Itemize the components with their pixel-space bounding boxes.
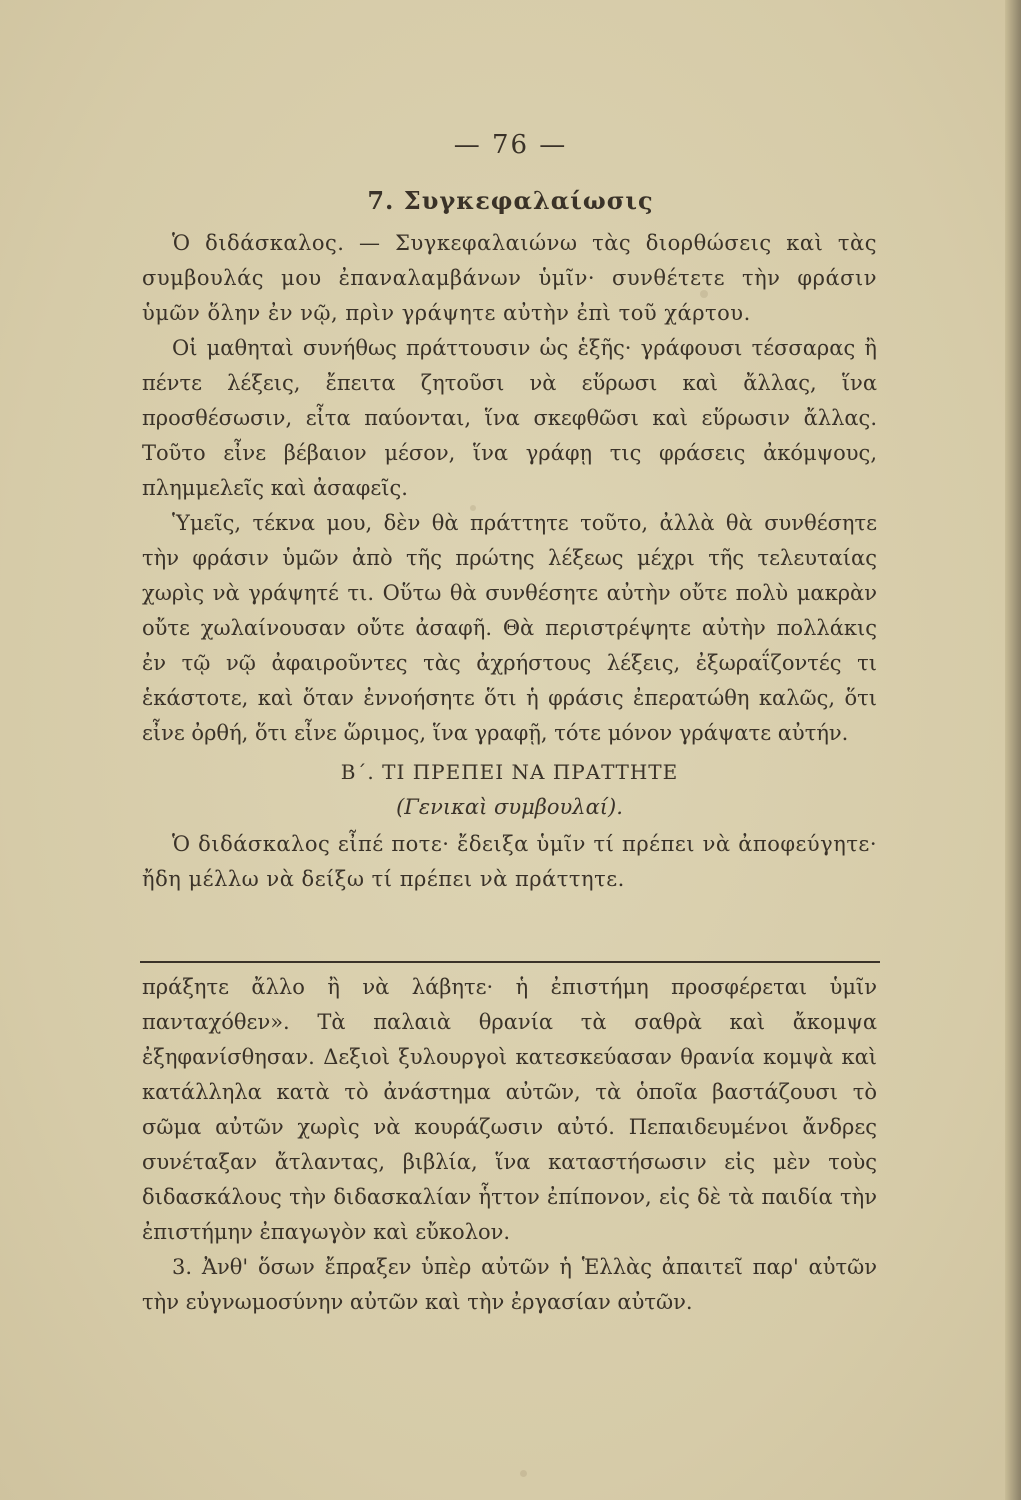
paragraph-advice: Ὑμεῖς, τέκνα μου, δὲν θὰ πράττητε τοῦτο, ἀλλὰ θὰ συνθέσητε τὴν φράσιν ὑμῶν ἀπὸ τῆς πρώτης λέξεως μέχρι τῆς τελευταίας χωρὶς νὰ γράψητέ τι. Οὕτω θὰ συνθέσητε αὐτὴν οὔτε πολὺ μακρὰν οὔτε χωλαίνουσαν οὔτε ἀσαφῆ. Θὰ περιστρέψητε αὐτὴν πολλάκις ἐν τῷ νῷ ἀφαιροῦντες τὰς ἀχρήστους λέξεις, ἐξωραΐζοντές τι ἑκάστοτε, καὶ ὅταν ἐννοήσητε ὅτι ἡ φράσις ἐπερατώθη καλῶς, ὅτι εἶνε ὀρθή, ὅτι εἶνε ὥριμος, ἵνα γραφῇ, τότε μόνον γράψατε αὐτήν. bbox=[142, 511, 877, 745]
chapter-heading: Β΄. ΤΙ ΠΡΕΠΕΙ ΝΑ ΠΡΑΤΤΗΤΕ bbox=[340, 760, 679, 784]
paragraph-students-habit: Οἱ μαθηταὶ συνήθως πράττουσιν ὡς ἑξῆς· γράφουσι τέσσαρας ἢ πέντε λέξεις, ἔπειτα ζητοῦσι νὰ εὕρωσι καὶ ἄλλας, ἵνα προσθέσωσιν, εἶτα παύονται, ἵνα σκεφθῶσι καὶ εὕρωσιν ἄλλας. Τοῦτο εἶνε βέβαιον μέσον, ἵνα γράφῃ τις φράσεις ἀκόμψους, πλημμελεῖς καὶ ἀσαφεῖς. bbox=[142, 336, 877, 500]
paragraph-teacher-summary: Ὁ διδάσκαλος. — Συγκεφαλαιώνω τὰς διορθώσεις καὶ τὰς συμβουλάς μου ἐπαναλαμβάνων ὑμῖν· συνθέτετε τὴν φράσιν ὑμῶν ὅλην ἐν νῷ, πρὶν γράψητε αὐτὴν ἐπὶ τοῦ χάρτου. bbox=[142, 231, 877, 325]
paragraph-school-benches: πράξητε ἄλλο ἢ νὰ λάβητε· ἡ ἐπιστήμη προσφέρεται ὑμῖν πανταχόθεν». Τὰ παλαιὰ θρανία τὰ σαθρὰ καὶ ἄκομψα ἐξηφανίσθησαν. Δεξιοὶ ξυλουργοὶ κατεσκεύασαν θρανία κομψὰ καὶ κατάλληλα κατὰ τὸ ἀνάστημα αὐτῶν, τὰ ὁποῖα βαστάζουσι τὸ σῶμα αὐτῶν χωρὶς νὰ κουράζωσιν αὐτό. Πεπαιδευμένοι ἄνδρες συνέταξαν ἄτλαντας, βιβλία, ἵνα καταστήσωσιν εἰς μὲν τοὺς διδασκάλους τὴν διδασκαλίαν ἧττον ἐπίπονον, εἰς δὲ τὰ παιδία τὴν ἐπιστήμην ἐπαγωγὸν καὶ εὔκολον. bbox=[142, 975, 877, 1244]
section-title: 7. Συγκεφαλαίωσις bbox=[367, 186, 654, 215]
paragraph-teacher-said: Ὁ διδάσκαλος εἶπέ ποτε· ἔδειξα ὑμῖν τί πρέπει νὰ ἀποφεύγητε· ἤδη μέλλω νὰ δείξω τί πρέπει νὰ πράττητε. bbox=[142, 832, 877, 891]
page-edge bbox=[1005, 0, 1021, 1500]
lower-text-block bbox=[142, 970, 877, 1320]
paragraph-gratitude: 3. Ἀνθ' ὅσων ἔπραξεν ὑπὲρ αὐτῶν ἡ Ἑλλὰς ἀπαιτεῖ παρ' αὐτῶν τὴν εὐγνωμοσύνην αὐτῶν καὶ τὴν ἐργασίαν αὐτῶν. bbox=[142, 1255, 877, 1314]
upper-text-block bbox=[142, 226, 877, 897]
chapter-subheading: (Γενικαὶ συμβουλαί). bbox=[396, 795, 623, 819]
paper-stain bbox=[520, 1470, 527, 1477]
section-divider bbox=[140, 961, 880, 963]
page-number: — 76 — bbox=[453, 130, 568, 160]
